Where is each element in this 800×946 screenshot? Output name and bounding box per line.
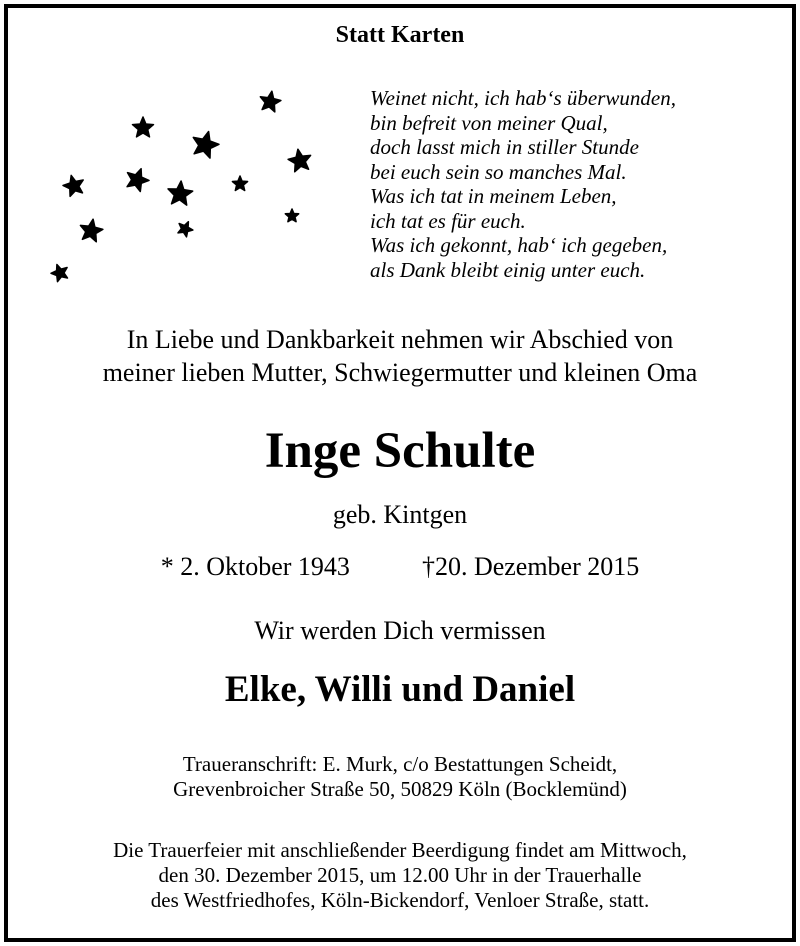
star-icon bbox=[80, 219, 103, 242]
star-icon bbox=[260, 91, 281, 112]
poem-line: doch lasst mich in stiller Stunde bbox=[370, 135, 639, 159]
star-icon bbox=[285, 209, 298, 222]
intro-line: In Liebe und Dankbarkeit nehmen wir Abschied von bbox=[126, 325, 674, 354]
poem-line: ich tat es für euch. bbox=[370, 208, 526, 233]
service-line: des Westfriedhofes, Köln-Bickendorf, Venloer Straße, statt. bbox=[150, 888, 650, 912]
stars-decoration bbox=[40, 85, 330, 295]
poem-line: Was ich tat in meinem Leben, bbox=[370, 184, 617, 208]
intro-text bbox=[0, 323, 800, 389]
poem-line: als Dank bleibt einig unter euch. bbox=[370, 257, 646, 282]
star-icon bbox=[63, 175, 83, 196]
star-icon bbox=[168, 181, 193, 205]
address-line: Grevenbroicher Straße 50, 50829 Köln (Bocklemünd) bbox=[173, 777, 627, 801]
notice-header: Statt Karten bbox=[335, 22, 465, 48]
poem-line: Was ich gekonnt, hab‘ ich gegeben, bbox=[370, 233, 668, 257]
address-line: Traueranschrift: E. Murk, c/o Bestattungen Scheidt, bbox=[182, 752, 618, 776]
star-icon bbox=[288, 149, 311, 172]
star-icon bbox=[133, 117, 154, 137]
star-icon bbox=[178, 222, 193, 237]
star-icon bbox=[232, 176, 247, 191]
birth-date: * 2. Oktober 1943 bbox=[160, 552, 350, 581]
star-icon bbox=[193, 132, 219, 159]
service-line: Die Trauerfeier mit anschließender Beerdigung findet am Mittwoch, bbox=[113, 838, 687, 862]
birth-name: geb. Kintgen bbox=[332, 500, 468, 529]
death-date: †20. Dezember 2015 bbox=[421, 552, 640, 581]
deceased-name: Inge Schulte bbox=[264, 423, 536, 479]
family-names: Elke, Willi und Daniel bbox=[224, 669, 576, 710]
poem-line: bei euch sein so manches Mal. bbox=[370, 159, 627, 184]
star-icon bbox=[51, 265, 68, 282]
life-dates bbox=[0, 552, 800, 582]
poem bbox=[370, 86, 676, 282]
mourning-address bbox=[0, 752, 800, 802]
poem-line: Weinet nicht, ich hab‘s überwunden, bbox=[370, 86, 677, 110]
service-line: den 30. Dezember 2015, um 12.00 Uhr in der Trauerhalle bbox=[158, 863, 642, 887]
funeral-service-info bbox=[0, 838, 800, 913]
miss-text: Wir werden Dich vermissen bbox=[254, 616, 546, 645]
star-icon bbox=[127, 169, 149, 192]
intro-line: meiner lieben Mutter, Schwiegermutter und kleinen Oma bbox=[102, 358, 698, 387]
poem-line: bin befreit von meiner Qual, bbox=[370, 110, 608, 135]
